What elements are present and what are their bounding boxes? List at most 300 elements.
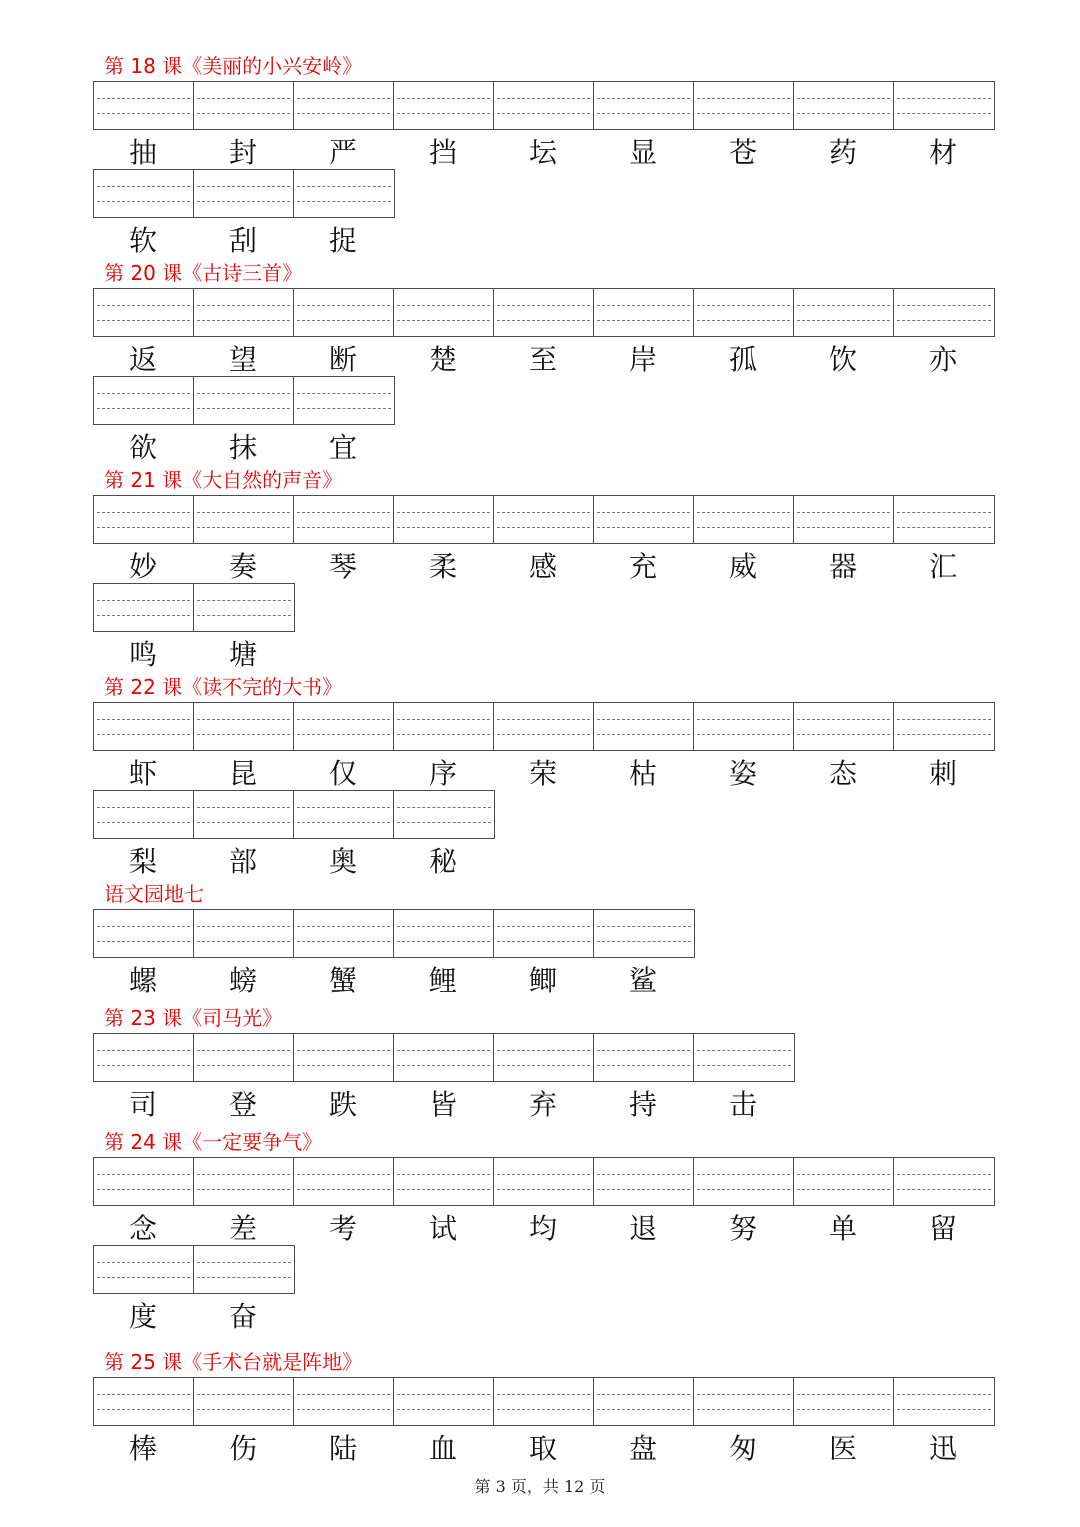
writing-cell[interactable]: [94, 791, 194, 838]
guide-line: [97, 822, 190, 823]
writing-cell[interactable]: [194, 1246, 294, 1293]
guide-line: [197, 393, 290, 394]
writing-cell[interactable]: [94, 82, 194, 129]
practice-character: 蟹: [328, 964, 357, 997]
guide-line: [597, 1394, 690, 1395]
guide-line: [497, 1189, 590, 1190]
guide-line: [497, 941, 590, 942]
writing-cell[interactable]: [494, 82, 594, 129]
writing-cell[interactable]: [194, 496, 294, 543]
writing-cell[interactable]: [694, 1034, 794, 1081]
writing-cell[interactable]: [694, 496, 794, 543]
practice-character: 念: [128, 1212, 157, 1245]
practice-character: 态: [828, 757, 857, 790]
practice-character: 努: [728, 1212, 757, 1245]
guide-line: [797, 320, 890, 321]
guide-line: [797, 734, 890, 735]
writing-cell[interactable]: [494, 703, 594, 750]
writing-cell[interactable]: [194, 377, 294, 424]
writing-cell[interactable]: [594, 1034, 694, 1081]
writing-cell[interactable]: [194, 584, 294, 631]
guide-line: [97, 1189, 190, 1190]
practice-character: 盘: [628, 1432, 657, 1465]
writing-cell[interactable]: [294, 1158, 394, 1205]
guide-line: [497, 926, 590, 927]
guide-line: [297, 1394, 390, 1395]
guide-line: [697, 1394, 790, 1395]
guide-line: [297, 822, 390, 823]
guide-line: [297, 393, 391, 394]
character-row: [93, 133, 993, 173]
writing-cell[interactable]: [194, 82, 294, 129]
practice-character: 鲤: [428, 964, 457, 997]
guide-line: [397, 1394, 490, 1395]
practice-character: 姿: [728, 757, 757, 790]
guide-line: [397, 98, 490, 99]
practice-character: 严: [328, 136, 357, 169]
guide-line: [697, 305, 790, 306]
practice-character: 挡: [428, 136, 457, 169]
guide-line: [197, 926, 290, 927]
guide-line: [797, 1394, 890, 1395]
practice-character: 司: [128, 1088, 157, 1121]
guide-line: [197, 186, 290, 187]
writing-cell[interactable]: [894, 289, 994, 336]
practice-character: 弃: [528, 1088, 557, 1121]
guide-line: [397, 734, 490, 735]
guide-line: [797, 305, 890, 306]
practice-character: 柔: [428, 550, 457, 583]
guide-line: [197, 1189, 290, 1190]
practice-character: 威: [728, 550, 757, 583]
practice-character: 孤: [728, 343, 757, 376]
guide-line: [697, 98, 790, 99]
writing-cell[interactable]: [294, 1378, 394, 1425]
guide-line: [197, 1174, 290, 1175]
guide-line: [97, 926, 190, 927]
writing-cell[interactable]: [894, 496, 994, 543]
guide-line: [97, 734, 190, 735]
guide-line: [897, 98, 991, 99]
practice-character: 显: [628, 136, 657, 169]
writing-cell[interactable]: [94, 170, 194, 217]
practice-character: 奥: [328, 845, 357, 878]
lesson-title: 语文园地七: [104, 882, 204, 906]
practice-character: 感: [528, 550, 557, 583]
guide-line: [297, 1189, 390, 1190]
guide-line: [597, 734, 690, 735]
character-row: [93, 1085, 793, 1125]
practice-character: 迅: [928, 1432, 957, 1465]
practice-character: 充: [628, 550, 657, 583]
guide-line: [297, 512, 390, 513]
guide-line: [797, 113, 890, 114]
writing-cell[interactable]: [94, 910, 194, 957]
guide-line: [397, 822, 491, 823]
guide-line: [497, 1065, 590, 1066]
practice-character: 取: [528, 1432, 557, 1465]
guide-line: [797, 719, 890, 720]
writing-cell[interactable]: [594, 1378, 694, 1425]
guide-line: [97, 98, 190, 99]
guide-line: [597, 305, 690, 306]
practice-character: 均: [528, 1212, 557, 1245]
guide-line: [197, 527, 290, 528]
writing-cell[interactable]: [494, 1158, 594, 1205]
writing-grid: [93, 495, 995, 544]
writing-grid: [93, 169, 395, 218]
guide-line: [97, 527, 190, 528]
practice-character: 差: [228, 1212, 257, 1245]
practice-character: 苍: [728, 136, 757, 169]
practice-character: 鲨: [628, 964, 657, 997]
guide-line: [897, 320, 991, 321]
guide-line: [697, 734, 790, 735]
guide-line: [497, 113, 590, 114]
character-row: [93, 1429, 993, 1469]
guide-line: [297, 408, 391, 409]
writing-cell[interactable]: [594, 703, 694, 750]
guide-line: [497, 734, 590, 735]
writing-cell[interactable]: [394, 910, 494, 957]
practice-character: 梨: [128, 845, 157, 878]
writing-grid: [93, 1157, 995, 1206]
writing-cell[interactable]: [794, 289, 894, 336]
guide-line: [197, 1065, 290, 1066]
writing-cell[interactable]: [194, 1378, 294, 1425]
guide-line: [797, 98, 890, 99]
guide-line: [597, 1050, 690, 1051]
practice-character: 登: [228, 1088, 257, 1121]
writing-cell[interactable]: [394, 1158, 494, 1205]
practice-character: 度: [128, 1300, 157, 1333]
guide-line: [197, 600, 291, 601]
guide-line: [697, 1050, 791, 1051]
practice-character: 药: [828, 136, 857, 169]
guide-line: [97, 941, 190, 942]
guide-line: [597, 512, 690, 513]
guide-line: [397, 719, 490, 720]
guide-line: [297, 1409, 390, 1410]
guide-line: [97, 1262, 190, 1263]
writing-cell[interactable]: [394, 289, 494, 336]
writing-cell[interactable]: [394, 703, 494, 750]
guide-line: [897, 1189, 991, 1190]
practice-character: 试: [428, 1212, 457, 1245]
guide-line: [697, 320, 790, 321]
practice-character: 棒: [128, 1432, 157, 1465]
writing-cell[interactable]: [594, 910, 694, 957]
lesson-title: 第 25 课《手术台就是阵地》: [104, 1350, 363, 1374]
practice-character: 序: [428, 757, 457, 790]
guide-line: [497, 512, 590, 513]
writing-cell[interactable]: [694, 82, 794, 129]
writing-cell[interactable]: [694, 1378, 794, 1425]
writing-cell[interactable]: [494, 1378, 594, 1425]
writing-cell[interactable]: [94, 377, 194, 424]
guide-line: [697, 527, 790, 528]
guide-line: [697, 113, 790, 114]
character-row: [93, 221, 393, 261]
guide-line: [397, 1174, 490, 1175]
practice-character: 软: [128, 224, 157, 257]
guide-line: [197, 1050, 290, 1051]
guide-line: [197, 807, 290, 808]
practice-character: 螺: [128, 964, 157, 997]
writing-grid: [93, 583, 295, 632]
guide-line: [497, 719, 590, 720]
guide-line: [97, 320, 190, 321]
writing-cell[interactable]: [494, 1034, 594, 1081]
character-row: [93, 1209, 993, 1249]
practice-character: 刺: [928, 757, 957, 790]
practice-character: 血: [428, 1432, 457, 1465]
guide-line: [97, 615, 190, 616]
writing-grid: [93, 376, 395, 425]
practice-character: 岸: [628, 343, 657, 376]
character-row: [93, 428, 393, 468]
practice-character: 欲: [128, 431, 157, 464]
writing-cell[interactable]: [394, 1034, 494, 1081]
guide-line: [197, 408, 290, 409]
writing-cell[interactable]: [494, 910, 594, 957]
writing-cell[interactable]: [294, 703, 394, 750]
writing-cell[interactable]: [694, 289, 794, 336]
writing-cell[interactable]: [194, 170, 294, 217]
writing-grid: [93, 288, 995, 337]
writing-cell[interactable]: [294, 1034, 394, 1081]
practice-character: 秘: [428, 845, 457, 878]
guide-line: [97, 1277, 190, 1278]
writing-cell[interactable]: [94, 1158, 194, 1205]
guide-line: [697, 1065, 791, 1066]
guide-line: [197, 822, 290, 823]
guide-line: [397, 1050, 490, 1051]
practice-character: 坛: [528, 136, 557, 169]
writing-cell[interactable]: [594, 289, 694, 336]
practice-character: 亦: [928, 343, 957, 376]
writing-cell[interactable]: [194, 910, 294, 957]
practice-character: 捉: [328, 224, 357, 257]
guide-line: [197, 615, 291, 616]
guide-line: [697, 1174, 790, 1175]
guide-line: [497, 527, 590, 528]
writing-cell[interactable]: [194, 703, 294, 750]
page-footer: 第 3 页，共 12 页: [474, 1477, 606, 1496]
lesson-title: 第 21 课《大自然的声音》: [104, 468, 343, 492]
practice-character: 螃: [228, 964, 257, 997]
guide-line: [97, 393, 190, 394]
guide-line: [597, 1409, 690, 1410]
guide-line: [97, 408, 190, 409]
writing-cell[interactable]: [894, 82, 994, 129]
writing-cell[interactable]: [294, 496, 394, 543]
practice-character: 陆: [328, 1432, 357, 1465]
writing-cell[interactable]: [394, 82, 494, 129]
writing-cell[interactable]: [94, 289, 194, 336]
lesson-title: 第 20 课《古诗三首》: [104, 261, 303, 285]
practice-character: 楚: [428, 343, 457, 376]
practice-character: 荣: [528, 757, 557, 790]
practice-character: 望: [228, 343, 257, 376]
guide-line: [97, 1050, 190, 1051]
writing-cell[interactable]: [394, 791, 494, 838]
writing-cell[interactable]: [794, 1158, 894, 1205]
guide-line: [97, 719, 190, 720]
writing-cell[interactable]: [494, 289, 594, 336]
guide-line: [897, 305, 991, 306]
guide-line: [97, 1174, 190, 1175]
writing-cell[interactable]: [94, 496, 194, 543]
character-row: [93, 961, 693, 1001]
guide-line: [297, 1174, 390, 1175]
writing-cell[interactable]: [894, 1158, 994, 1205]
guide-line: [597, 113, 690, 114]
guide-line: [697, 1189, 790, 1190]
guide-line: [397, 807, 491, 808]
guide-line: [897, 734, 991, 735]
guide-line: [197, 1277, 291, 1278]
practice-character: 妙: [128, 550, 157, 583]
guide-line: [97, 201, 190, 202]
writing-cell[interactable]: [294, 82, 394, 129]
writing-cell[interactable]: [594, 82, 694, 129]
practice-character: 鸣: [128, 638, 157, 671]
writing-cell[interactable]: [394, 496, 494, 543]
guide-line: [197, 734, 290, 735]
practice-character: 匆: [728, 1432, 757, 1465]
guide-line: [97, 600, 190, 601]
writing-cell[interactable]: [694, 1158, 794, 1205]
guide-line: [497, 305, 590, 306]
guide-line: [597, 941, 691, 942]
guide-line: [297, 1050, 390, 1051]
practice-character: 伤: [228, 1432, 257, 1465]
guide-line: [97, 186, 190, 187]
guide-line: [897, 1394, 991, 1395]
writing-cell[interactable]: [594, 496, 694, 543]
guide-line: [397, 527, 490, 528]
practice-character: 器: [828, 550, 857, 583]
writing-grid: [93, 790, 495, 839]
practice-character: 宜: [328, 431, 357, 464]
guide-line: [497, 320, 590, 321]
writing-cell[interactable]: [394, 1378, 494, 1425]
writing-cell[interactable]: [894, 1378, 994, 1425]
writing-cell[interactable]: [694, 703, 794, 750]
writing-cell[interactable]: [194, 791, 294, 838]
guide-line: [197, 113, 290, 114]
writing-cell[interactable]: [294, 791, 394, 838]
writing-cell[interactable]: [794, 496, 894, 543]
practice-character: 跌: [328, 1088, 357, 1121]
guide-line: [297, 320, 390, 321]
guide-line: [297, 201, 391, 202]
guide-line: [797, 512, 890, 513]
practice-character: 单: [828, 1212, 857, 1245]
guide-line: [397, 926, 490, 927]
practice-character: 塘: [228, 638, 257, 671]
practice-character: 抹: [228, 431, 257, 464]
writing-grid: [93, 702, 995, 751]
writing-cell[interactable]: [794, 703, 894, 750]
writing-cell[interactable]: [294, 377, 394, 424]
writing-cell[interactable]: [94, 1246, 194, 1293]
writing-cell[interactable]: [494, 496, 594, 543]
guide-line: [697, 512, 790, 513]
guide-line: [897, 512, 991, 513]
guide-line: [897, 527, 991, 528]
writing-cell[interactable]: [194, 1034, 294, 1081]
writing-cell[interactable]: [94, 703, 194, 750]
writing-cell[interactable]: [594, 1158, 694, 1205]
guide-line: [297, 98, 390, 99]
guide-line: [797, 1189, 890, 1190]
practice-character: 医: [828, 1432, 857, 1465]
guide-line: [397, 305, 490, 306]
guide-line: [97, 1065, 190, 1066]
writing-cell[interactable]: [194, 289, 294, 336]
practice-character: 汇: [928, 550, 957, 583]
guide-line: [397, 113, 490, 114]
writing-grid: [93, 1377, 995, 1426]
writing-cell[interactable]: [94, 1034, 194, 1081]
guide-line: [97, 512, 190, 513]
practice-character: 昆: [228, 757, 257, 790]
practice-character: 返: [128, 343, 157, 376]
writing-cell[interactable]: [94, 584, 194, 631]
writing-cell[interactable]: [294, 910, 394, 957]
character-row: [93, 635, 293, 675]
practice-character: 封: [228, 136, 257, 169]
guide-line: [197, 305, 290, 306]
guide-line: [397, 512, 490, 513]
character-row: [93, 1297, 293, 1337]
character-row: [93, 340, 993, 380]
practice-character: 枯: [628, 757, 657, 790]
practice-character: 至: [528, 343, 557, 376]
guide-line: [97, 807, 190, 808]
guide-line: [797, 1174, 890, 1175]
guide-line: [597, 926, 691, 927]
practice-character: 击: [728, 1088, 757, 1121]
practice-character: 奏: [228, 550, 257, 583]
guide-line: [797, 1409, 890, 1410]
writing-cell[interactable]: [794, 82, 894, 129]
character-row: [93, 547, 993, 587]
guide-line: [197, 719, 290, 720]
guide-line: [97, 113, 190, 114]
guide-line: [197, 201, 290, 202]
writing-cell[interactable]: [294, 170, 394, 217]
guide-line: [597, 1174, 690, 1175]
guide-line: [97, 1394, 190, 1395]
practice-character: 皆: [428, 1088, 457, 1121]
practice-character: 奋: [228, 1300, 257, 1333]
writing-cell[interactable]: [194, 1158, 294, 1205]
practice-character: 仅: [328, 757, 357, 790]
guide-line: [397, 1409, 490, 1410]
practice-character: 部: [228, 845, 257, 878]
practice-character: 刮: [228, 224, 257, 257]
writing-cell[interactable]: [894, 703, 994, 750]
writing-cell[interactable]: [94, 1378, 194, 1425]
guide-line: [497, 98, 590, 99]
writing-cell[interactable]: [794, 1378, 894, 1425]
writing-cell[interactable]: [294, 289, 394, 336]
guide-line: [297, 734, 390, 735]
guide-line: [697, 719, 790, 720]
